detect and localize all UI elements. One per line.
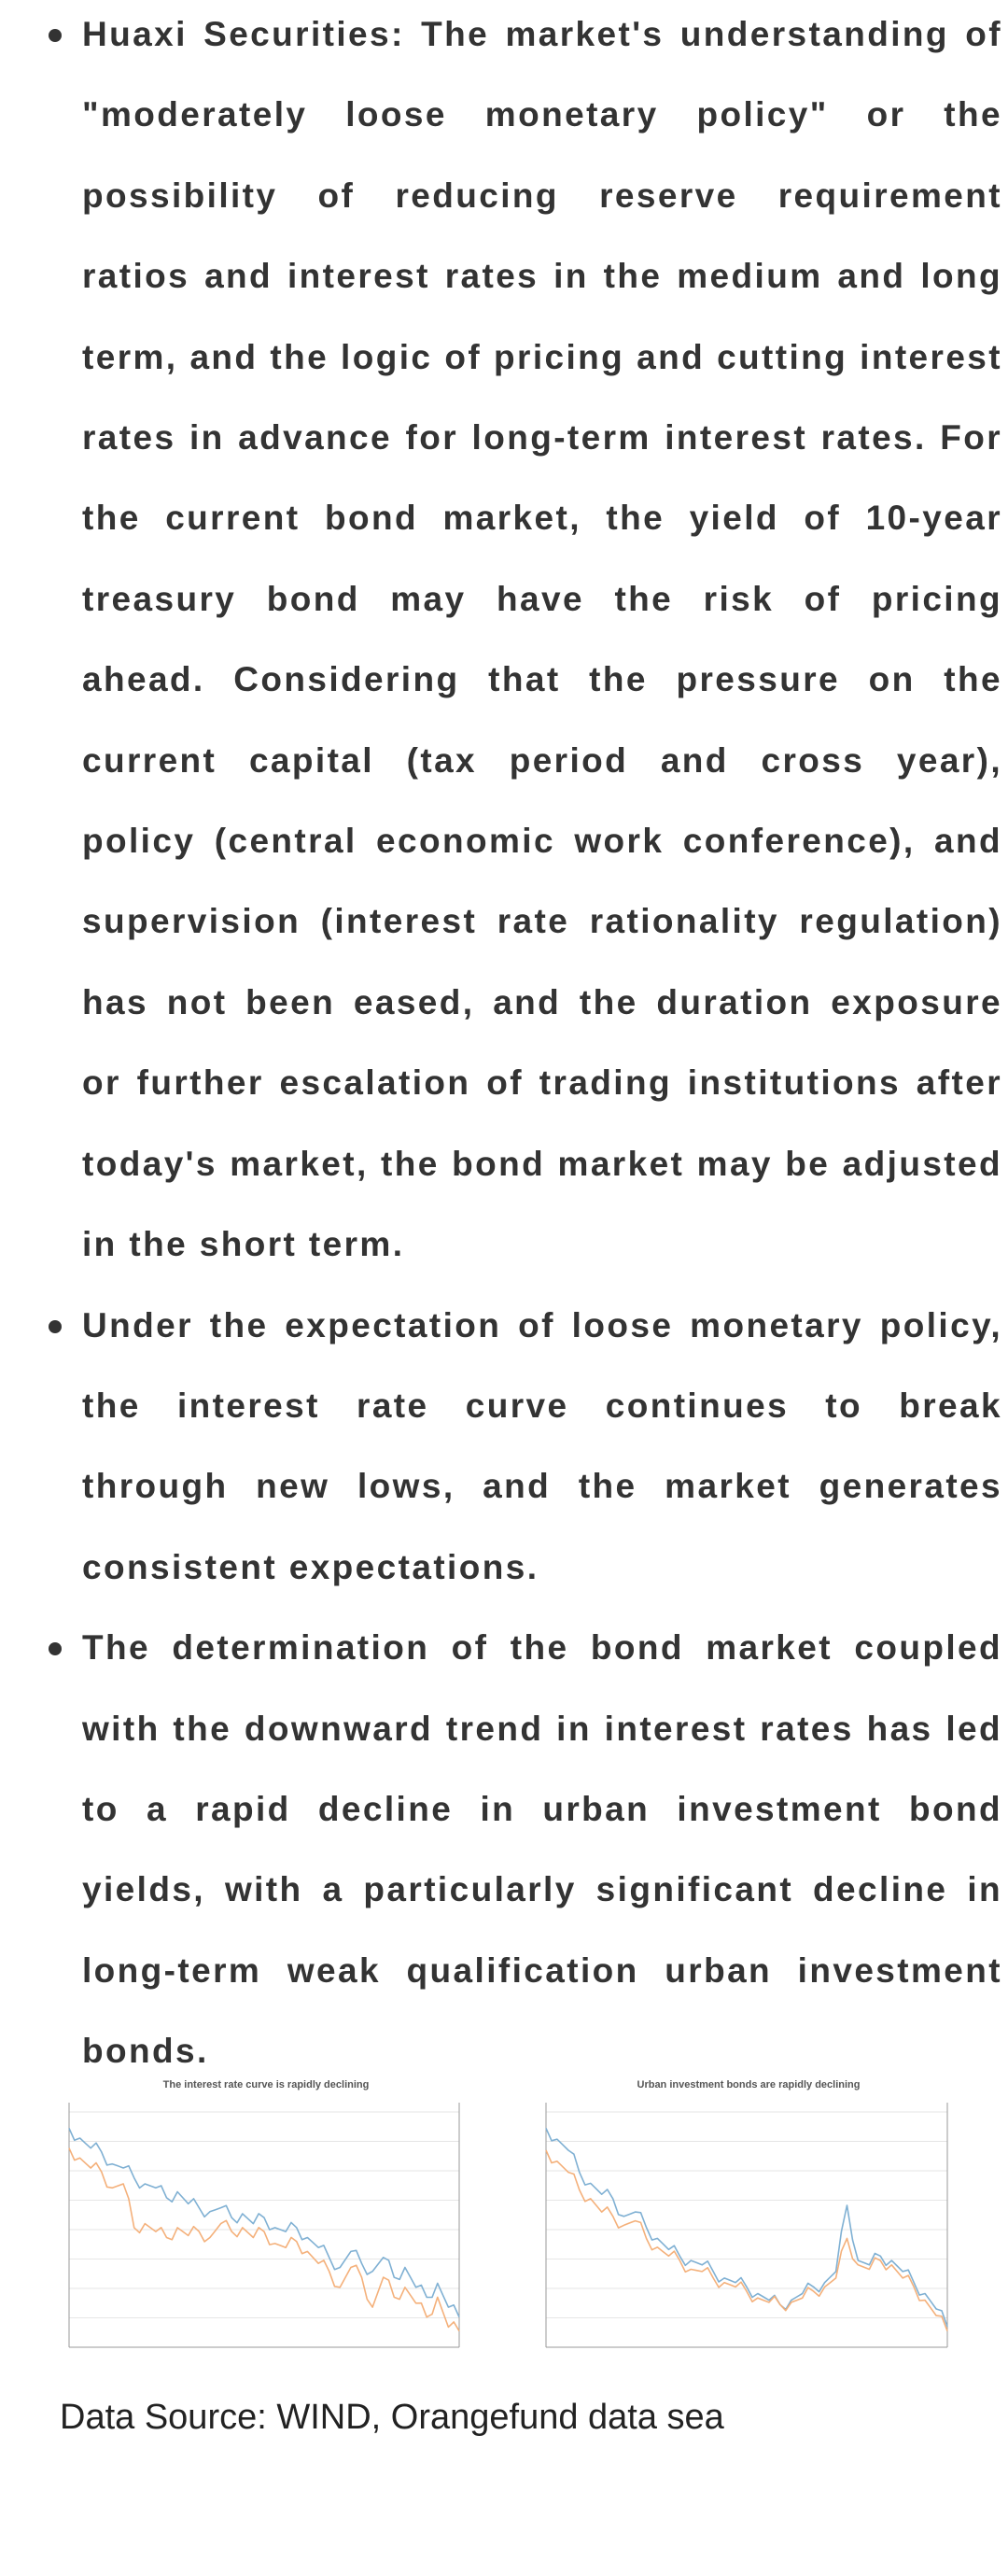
chart-title: The interest rate curve is rapidly declining bbox=[162, 2079, 370, 2090]
bullet-list bbox=[41, 0, 1002, 2092]
urban-investment-chart bbox=[525, 2073, 972, 2364]
chart-series-line bbox=[546, 2128, 947, 2327]
chart-series-line bbox=[69, 2148, 459, 2331]
bullet-dot-icon bbox=[49, 29, 62, 42]
chart-images bbox=[49, 2073, 973, 2364]
bullet-text: The determination of the bond market coupled with the downward trend in interest rates has led to a rapid decline in urban investment bond yields, with a particularly significant decline in long-term weak qualification urban investment bonds. bbox=[82, 1628, 1002, 2071]
bullet-text: Under the expectation of loose monetary policy, the interest rate curve continues to break through new lows, and the market generates consistent expectations. bbox=[82, 1305, 1002, 1586]
bullet-dot-icon bbox=[49, 1320, 62, 1333]
bullet-item-loose-policy bbox=[41, 1286, 1002, 1609]
urban-investment-chart-svg bbox=[525, 2073, 972, 2364]
chart-series-line bbox=[546, 2150, 947, 2331]
bullet-dot-icon bbox=[49, 1642, 62, 1655]
interest-rate-chart bbox=[49, 2073, 483, 2364]
data-source-caption: Data Source: WIND, Orangefund data sea bbox=[60, 2398, 724, 2437]
chart-title: Urban investment bonds are rapidly declining bbox=[637, 2079, 861, 2090]
interest-rate-chart-svg bbox=[49, 2073, 483, 2364]
bullet-text: Huaxi Securities: The market's understanding of "moderately loose monetary policy" or the possibility of reducing reserve requirement ratios and interest rates in the medium and long term, and the logic of pricing and cutting interest rates in advance for long-term interest rates. For the current bond market, the yield of 10-year treasury bond may have the risk of pricing ahead. Considering that the pressure on the current capital (tax period and cross year), policy (central economic work conference), and supervision (interest rate rationality regulation) has not been eased, and the duration exposure or further escalation of trading institutions after today's market, the bond market may be adjusted in the short term. bbox=[82, 15, 1002, 1264]
bullet-item-huaxi bbox=[41, 0, 1002, 1286]
bullet-item-urban-investment bbox=[41, 1608, 1002, 2091]
